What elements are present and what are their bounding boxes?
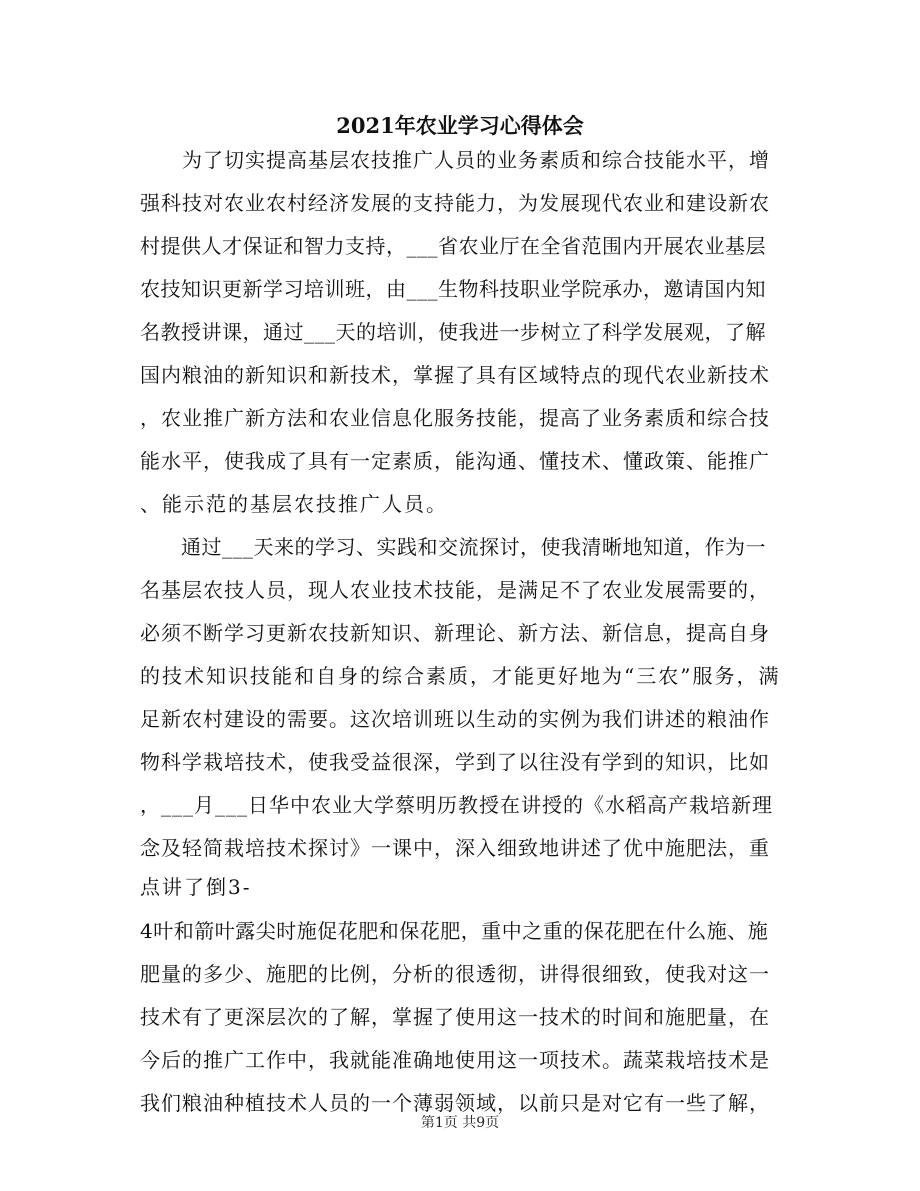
page-footer: 第1页 共9页 [420,1115,500,1131]
body-line: 国内粮油的新知识和新技术，掌握了具有区域特点的现代农业新技术 [140,363,770,387]
body-line: 我们粮油种植技术人员的一个薄弱领域，以前只是对它有一些了解， [140,1091,770,1115]
body-line: 名教授讲课，通过___天的培训，使我进一步树立了科学发展观，了解 [140,320,766,344]
body-line: 强科技对农业农村经济发展的支持能力，为发展现代农业和建设新农 [140,191,770,215]
document-title: 2021年农业学习心得体会 [336,113,584,138]
body-line: 物科学栽培技术，使我受益很深，学到了以往没有学到的知识，比如 [140,750,770,774]
body-line: 必须不断学习更新农技新知识、新理论、新方法、新信息，提高自身 [140,621,770,645]
body-line: ，___月___日华中农业大学蔡明历教授在讲授的《水稻高产栽培新理 [140,793,773,817]
body-line: 为了切实提高基层农技推广人员的业务素质和综合技能水平，增 [140,148,770,172]
body-line: 点讲了倒3- [140,875,252,899]
body-line: 名基层农技人员，现人农业技术技能，是满足不了农业发展需要的， [140,578,770,602]
body-line: 的技术知识技能和自身的综合素质，才能更好地为“三农”服务，满 [140,664,781,688]
body-line: 肥量的多少、施肥的比例，分析的很透彻，讲得很细致，使我对这一 [140,962,770,986]
body-line: 能水平，使我成了具有一定素质，能沟通、懂技术、懂政策、能推广 [140,449,770,473]
body-line: 今后的推广工作中，我就能准确地使用这一项技术。蔬菜栽培技术是 [140,1048,770,1072]
body-line: 农技知识更新学习培训班，由___生物科技职业学院承办，邀请国内知 [140,277,766,301]
body-line: 念及轻简栽培技术探讨》一课中，深入细致地讲述了优中施肥法，重 [140,836,770,860]
body-line: 技术有了更深层次的了解，掌握了使用这一技术的时间和施肥量，在 [140,1005,770,1029]
body-line: 4叶和箭叶露尖时施促花肥和保花肥，重中之重的保花肥在什么施、施 [140,919,769,943]
body-line: ，农业推广新方法和农业信息化服务技能，提高了业务素质和综合技 [140,406,770,430]
body-line: 通过___天来的学习、实践和交流探讨，使我清晰地知道，作为一 [140,535,766,559]
body-line: 、能示范的基层农技推广人员。 [140,492,448,516]
body-line: 村提供人才保证和智力支持，___省农业厅在全省范围内开展农业基层 [140,234,766,258]
body-line: 足新农村建设的需要。这次培训班以生动的实例为我们讲述的粮油作 [140,707,770,731]
